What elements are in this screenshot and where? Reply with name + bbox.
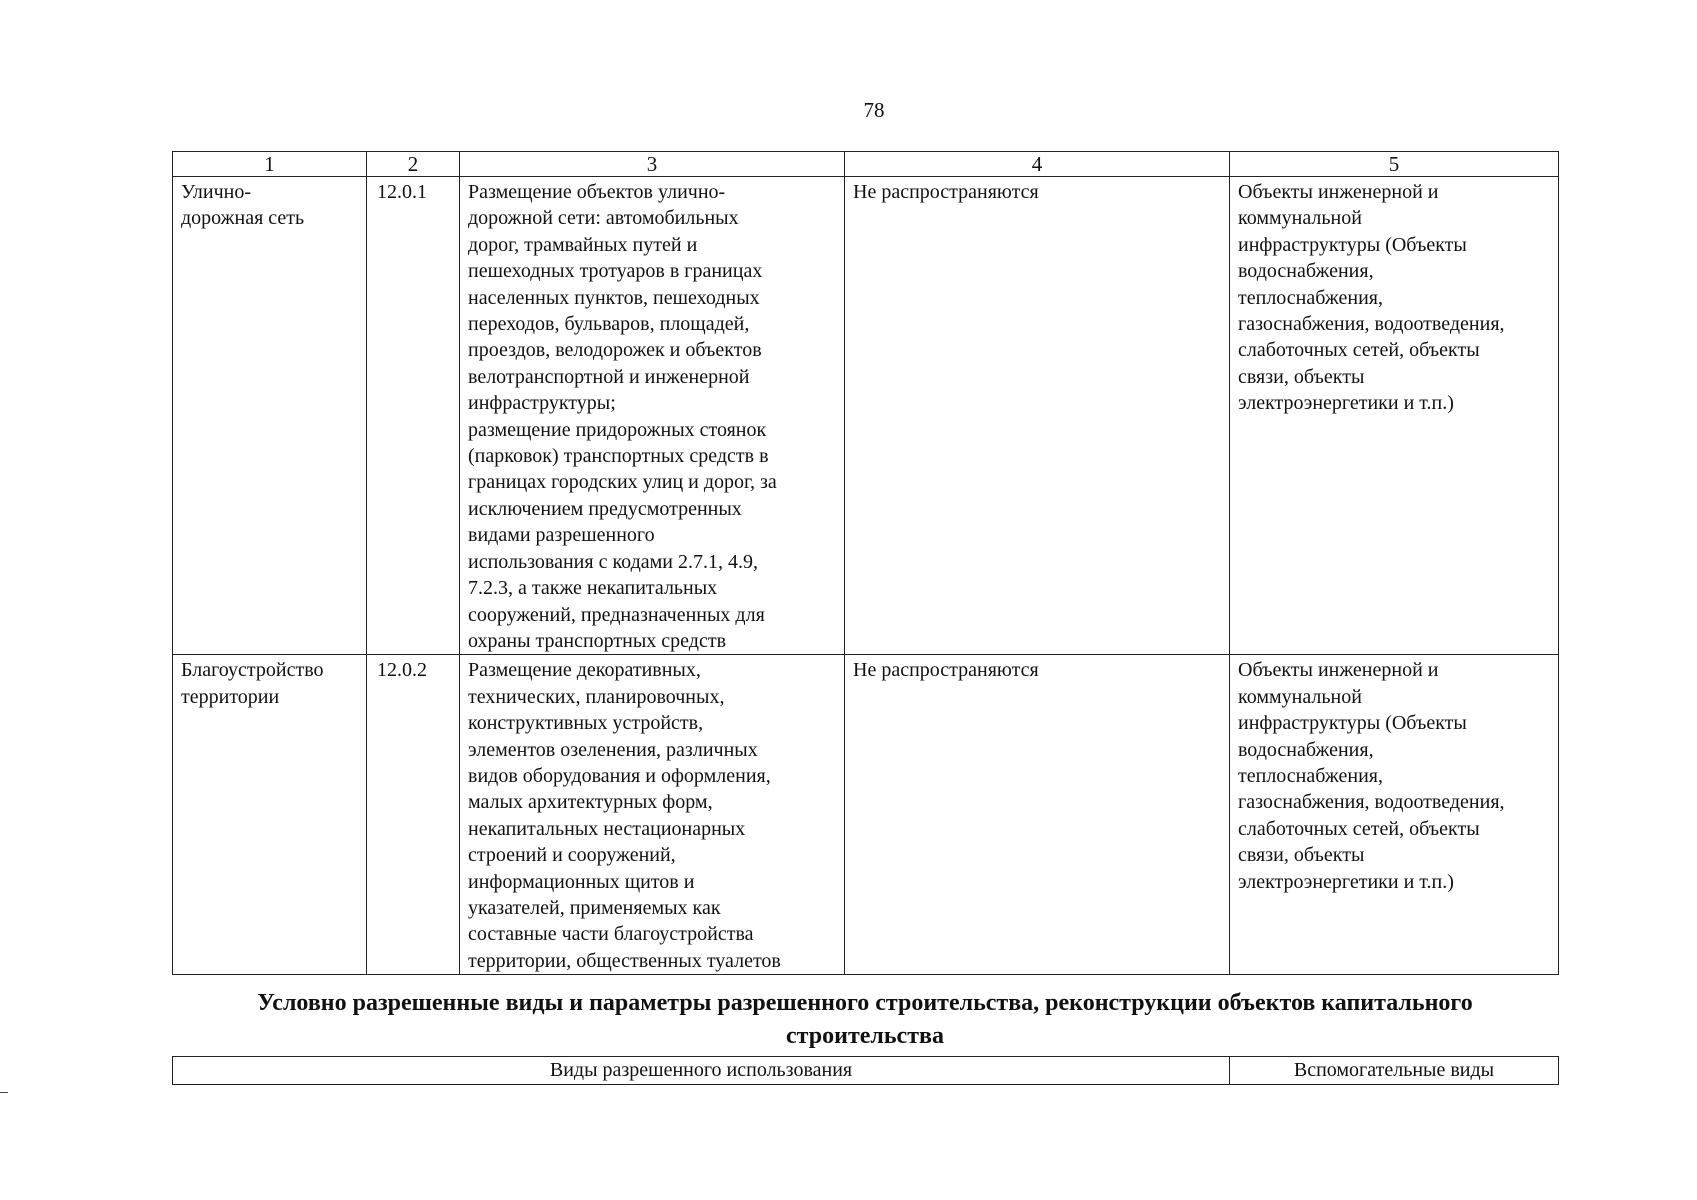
table-row: [173, 177, 1559, 655]
use-parameters-cell: Не распространяются: [845, 655, 1230, 975]
table-header-row: [173, 1057, 1559, 1085]
auxiliary-uses-cell: Объекты инженерной и коммунальной инфраструктуры (Объекты водоснабжения, теплоснабжения, газоснабжения, водоотведения, слаботочных сетей, объекты связи, объекты электроэнергетики и т.п.): [1230, 177, 1559, 655]
permitted-uses-table: [172, 151, 1559, 975]
margin-mark: [0, 1092, 8, 1093]
use-name-cell: Улично- дорожная сеть: [173, 177, 367, 655]
use-description-cell: Размещение декоративных, технических, планировочных, конструктивных устройств, элементов озеленения, различных видов оборудования и оформления, малых архитектурных форм, некапитальных нестационарных строений и сооружений, информационных щитов и указателей, применяемых как составные части благоустройства территории, общественных туалетов: [460, 655, 845, 975]
auxiliary-uses-cell: Объекты инженерной и коммунальной инфраструктуры (Объекты водоснабжения, теплоснабжения, газоснабжения, водоотведения, слаботочных сетей, объекты связи, объекты электроэнергетики и т.п.): [1230, 655, 1559, 975]
column-number-4: 4: [845, 152, 1230, 177]
column-number-2: 2: [367, 152, 460, 177]
use-code-cell: 12.0.2: [367, 655, 460, 975]
auxiliary-uses-header: Вспомогательные виды: [1230, 1057, 1559, 1085]
use-code-cell: 12.0.1: [367, 177, 460, 655]
permitted-uses-header: Виды разрешенного использования: [173, 1057, 1230, 1085]
use-description-cell: Размещение объектов улично- дорожной сети: автомобильных дорог, трамвайных путей и пешеходных тротуаров в границах населенных пунктов, пешеходных переходов, бульваров, площадей, проездов, велодорожек и объектов велотранспортной и инженерной инфраструктуры; размещение придорожных стоянок (парковок) транспортных средств в границах городских улиц и дорог, за исключением предусмотренных видами разрешенного использования с кодами 2.7.1, 4.9, 7.2.3, а также некапитальных сооружений, предназначенных для охраны транспортных средств: [460, 177, 845, 655]
column-number-5: 5: [1230, 152, 1559, 177]
use-name-cell: Благоустройство территории: [173, 655, 367, 975]
column-number-3: 3: [460, 152, 845, 177]
table-row: [173, 655, 1559, 975]
section-title: Условно разрешенные виды и параметры разрешенного строительства, реконструкции объектов капитального строительства: [257, 990, 1473, 1049]
conditional-uses-table: [172, 1056, 1559, 1085]
column-number-1: 1: [173, 152, 367, 177]
table-header-row: [173, 152, 1559, 177]
use-parameters-cell: Не распространяются: [845, 177, 1230, 655]
page-number: 78: [863, 98, 885, 122]
